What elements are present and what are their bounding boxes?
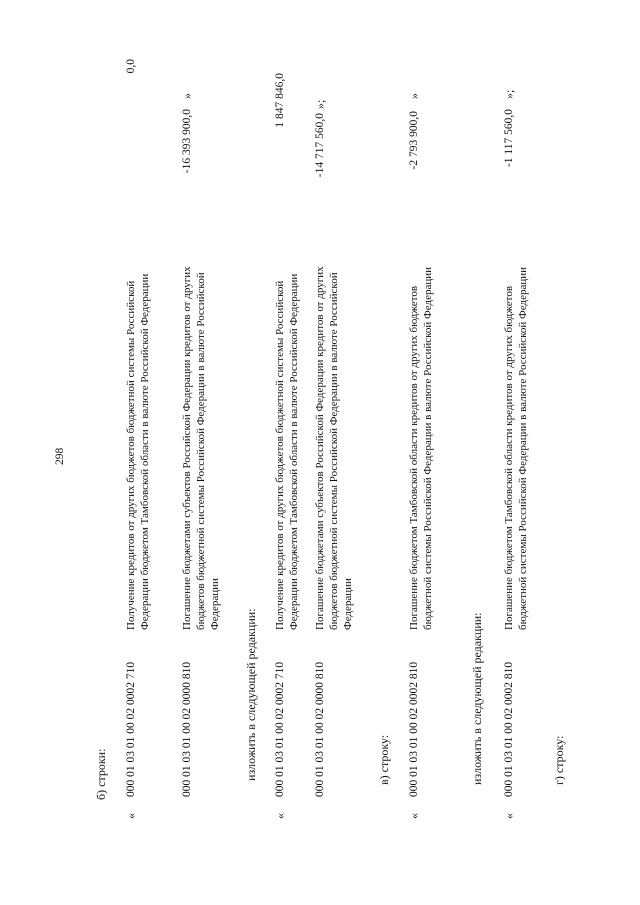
section-g-heading: г) строку: <box>552 735 566 785</box>
section-v-heading: в) строку: <box>377 734 391 785</box>
open-quote: « <box>407 813 421 819</box>
row-description: Погашение бюджетом Тамбовской области кредитов от других бюджетов бюджетной системы Российской Федерации в валюте Российской Федерации <box>503 266 529 630</box>
row-description: Погашение бюджетом Тамбовской области кредитов от других бюджетов бюджетной системы Российской Федерации в валюте Российской Федерации <box>408 266 434 630</box>
row-description: Получение кредитов от других бюджетов бюджетной системы Российской Федерации бюджетом Тамбовской области в валюте Российской Федерации <box>125 273 151 630</box>
page-number: 298 <box>54 447 66 465</box>
close-quote: »; <box>313 99 327 109</box>
section-b-heading: б) строки: <box>94 748 108 800</box>
open-quote: « <box>273 813 287 819</box>
row-value: -14 717 560,0 <box>314 113 326 178</box>
row-value: -16 393 900,0 <box>181 109 193 174</box>
edit-label: изложить в следующей редакции: <box>244 608 258 781</box>
row-code: 000 01 03 01 00 02 0002 810 <box>503 661 515 797</box>
row-description: Получение кредитов от других бюджетов бюджетной системы Российской Федерации бюджетом Тамбовской области в валюте Российской Федерации <box>274 273 300 630</box>
edit-label: изложить в следующей редакции: <box>470 612 484 785</box>
row-value: 0,0 <box>125 59 137 74</box>
row-code: 000 01 03 01 00 02 0002 810 <box>408 661 420 797</box>
row-code: 000 01 03 01 00 02 0002 710 <box>274 661 286 797</box>
close-quote: » <box>180 93 194 99</box>
row-description: Погашение бюджетами субъектов Российской Федерации кредитов от других бюджетов бюджетной системы Российской Федерации в валюте Российской Федерации <box>314 266 354 630</box>
open-quote: « <box>124 813 138 819</box>
row-description: Погашение бюджетами субъектов Российской Федерации кредитов от других бюджетов бюджетной системы Российской Федерации в валюте Российской Федерации <box>181 266 221 630</box>
row-code: 000 01 03 01 00 02 0000 810 <box>181 661 193 797</box>
row-value: -2 793 900,0 <box>408 111 420 170</box>
row-code: 000 01 03 01 00 02 0002 710 <box>125 661 137 797</box>
open-quote: « <box>502 813 516 819</box>
close-quote: » <box>407 93 421 99</box>
row-value: -1 117 560,0 <box>503 109 515 168</box>
close-quote: »; <box>502 89 516 99</box>
row-value: 1 847 846,0 <box>274 73 286 128</box>
row-code: 000 01 03 01 00 02 0000 810 <box>314 661 326 797</box>
